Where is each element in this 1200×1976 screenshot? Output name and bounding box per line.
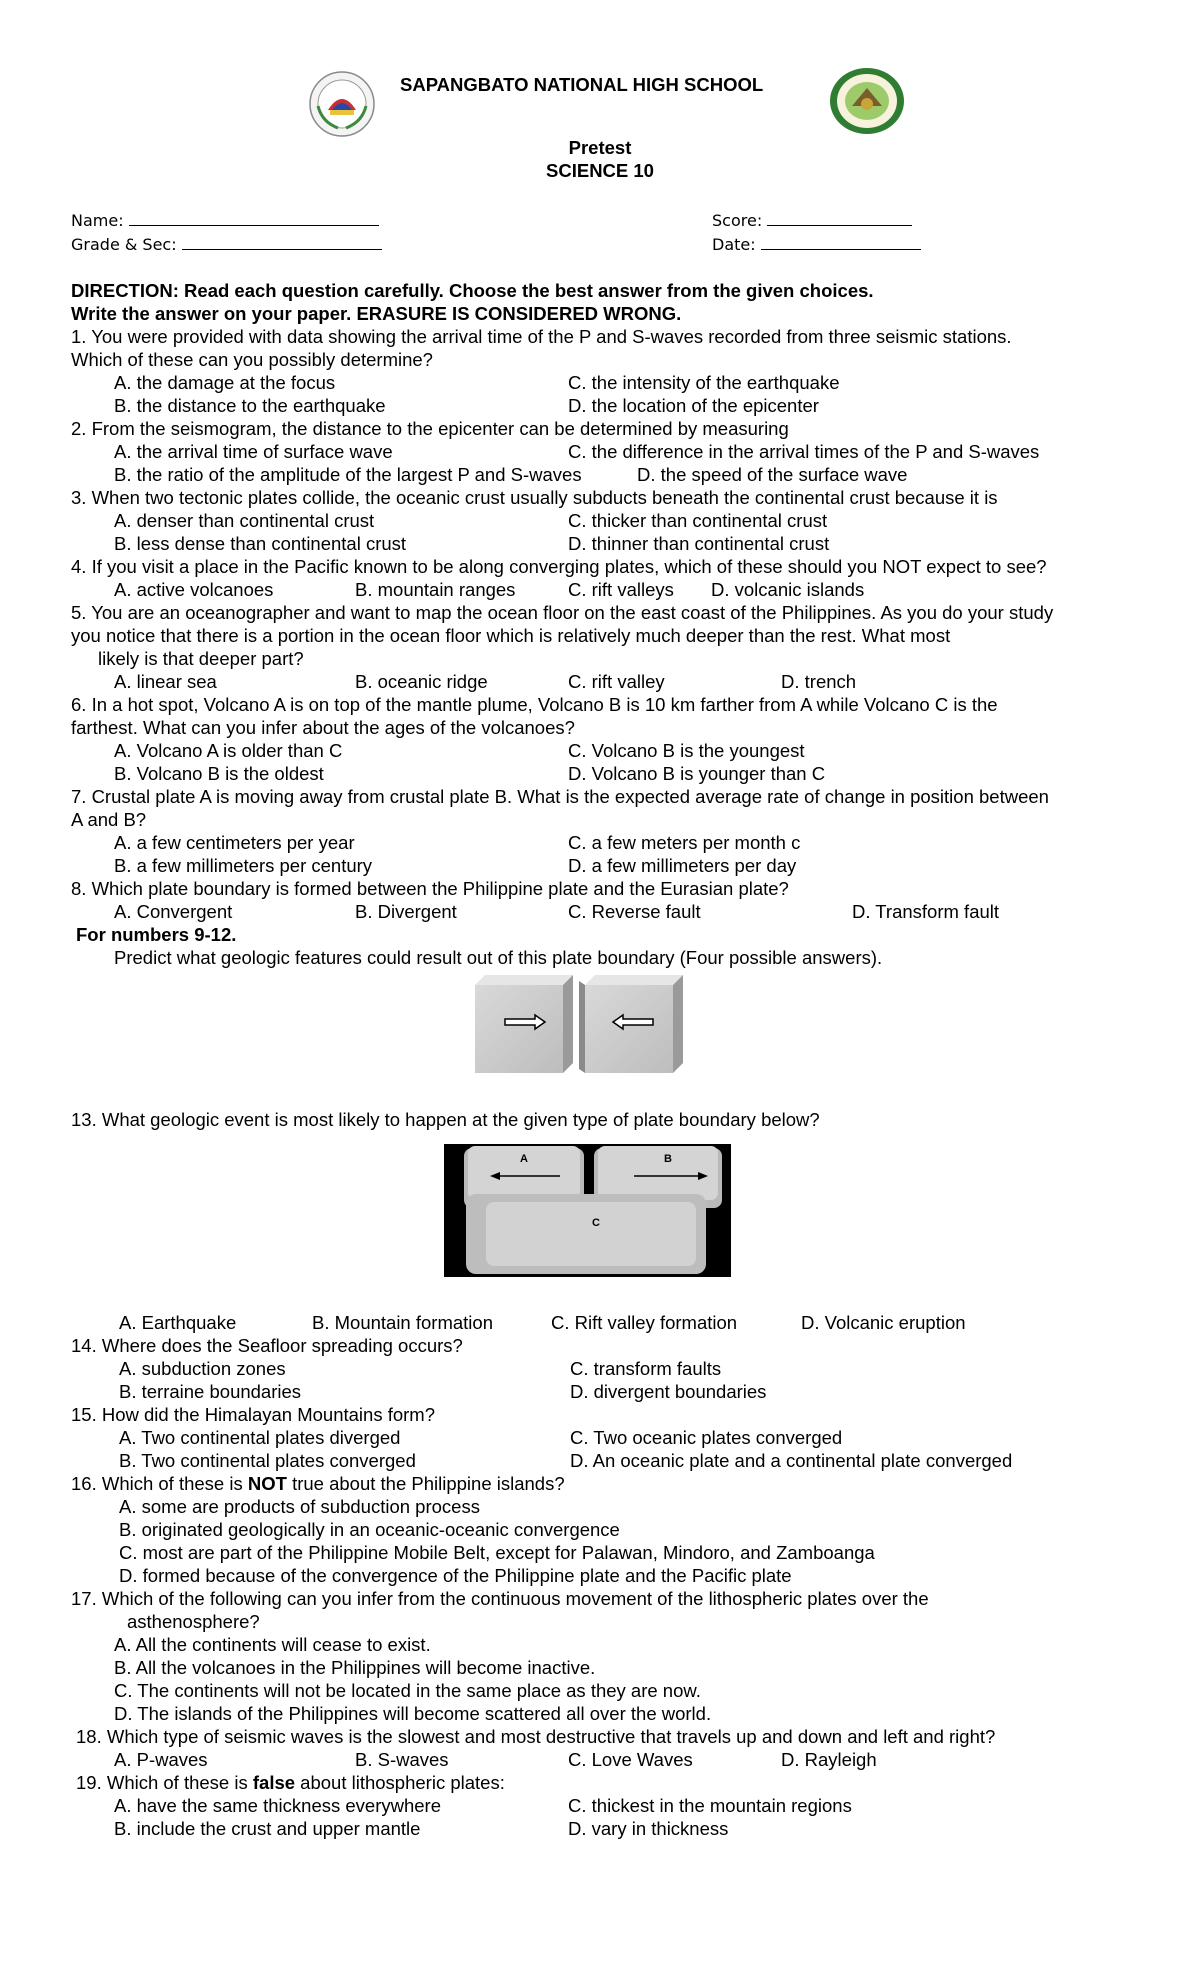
- date-field[interactable]: [712, 233, 921, 254]
- choice-c: C. Two oceanic plates converged: [570, 1427, 843, 1448]
- question-text-post: about lithospheric plates:: [295, 1772, 505, 1793]
- question-text: 3. When two tectonic plates collide, the oceanic crust usually subducts beneath the continental crust because it is: [71, 487, 998, 508]
- question-text-pre: 19. Which of these is: [76, 1772, 253, 1793]
- subject-title: SCIENCE 10: [546, 160, 654, 181]
- school-seal-icon: [828, 66, 906, 136]
- choice-b: B. S-waves: [355, 1749, 449, 1770]
- question-text: likely is that deeper part?: [98, 648, 304, 669]
- choice-d: D. Volcano B is younger than C: [568, 763, 826, 784]
- choice-a: A. the damage at the focus: [114, 372, 336, 393]
- question-text: 8. Which plate boundary is formed between the Philippine plate and the Eurasian plate?: [71, 878, 789, 899]
- score-field[interactable]: [712, 209, 912, 230]
- question-text: 4. If you visit a place in the Pacific known to be along converging plates, which of these should you NOT expect to see?: [71, 556, 1047, 577]
- plate-a-label: A: [520, 1153, 528, 1165]
- question-text: 1. You were provided with data showing the arrival time of the P and S-waves recorded from three seismic stations.: [71, 326, 1012, 347]
- date-blank[interactable]: [761, 233, 921, 250]
- choice-a: A. some are products of subduction process: [119, 1496, 480, 1517]
- choice-b: B. terraine boundaries: [119, 1381, 302, 1402]
- choice-c: C. thickest in the mountain regions: [568, 1795, 852, 1816]
- choice-c: C. Reverse fault: [568, 901, 701, 922]
- transform-plates-diagram: [444, 1144, 731, 1277]
- choice-a: A. Earthquake: [119, 1312, 237, 1333]
- question-text: 15. How did the Himalayan Mountains form?: [71, 1404, 436, 1425]
- choice-d: D. An oceanic plate and a continental plate converged: [570, 1450, 1013, 1471]
- question-text-post: true about the Philippine islands?: [286, 1473, 565, 1494]
- choice-b: B. the distance to the earthquake: [114, 395, 386, 416]
- question-text: 7. Crustal plate A is moving away from crustal plate B. What is the expected average rate of change in position between: [71, 786, 1049, 807]
- choice-c: C. rift valley: [568, 671, 665, 692]
- choice-c: C. Love Waves: [568, 1749, 693, 1770]
- choice-a: A. active volcanoes: [114, 579, 274, 600]
- choice-d: D. a few millimeters per day: [568, 855, 797, 876]
- choice-c: C. rift valleys: [568, 579, 674, 600]
- plate-b-label: B: [664, 1153, 672, 1165]
- question-text: 5. You are an oceanographer and want to map the ocean floor on the east coast of the Philippines. As you do your study: [71, 602, 1054, 623]
- directions-line-2: Write the answer on your paper. ERASURE IS CONSIDERED WRONG.: [71, 303, 682, 324]
- choice-c: C. The continents will not be located in the same place as they are now.: [114, 1680, 701, 1701]
- choice-d: D. Transform fault: [852, 901, 1000, 922]
- choice-d: D. the location of the epicenter: [568, 395, 819, 416]
- choice-a: A. the arrival time of surface wave: [114, 441, 393, 462]
- choice-c: C. thicker than continental crust: [568, 510, 828, 531]
- choice-d: D. vary in thickness: [568, 1818, 729, 1839]
- choice-c: C. transform faults: [570, 1358, 722, 1379]
- deped-seal-icon: [308, 70, 376, 138]
- test-title: Pretest: [568, 137, 632, 158]
- school-name: SAPANGBATO NATIONAL HIGH SCHOOL: [400, 74, 764, 95]
- score-label: Score:: [712, 211, 763, 230]
- choice-a: A. P-waves: [114, 1749, 208, 1770]
- choice-b: B. less dense than continental crust: [114, 533, 407, 554]
- choice-d: D. the speed of the surface wave: [637, 464, 908, 485]
- emphasis: NOT: [247, 1473, 287, 1494]
- question-text-pre: 16. Which of these is: [71, 1473, 248, 1494]
- choice-a: A. Convergent: [114, 901, 233, 922]
- choice-b: B. Volcano B is the oldest: [114, 763, 324, 784]
- question-text: farthest. What can you infer about the ages of the volcanoes?: [71, 717, 575, 738]
- choice-a: A. Two continental plates diverged: [119, 1427, 401, 1448]
- choice-d: D. volcanic islands: [711, 579, 865, 600]
- choice-d: D. divergent boundaries: [570, 1381, 767, 1402]
- name-field[interactable]: [71, 209, 379, 230]
- choice-b: B. the ratio of the amplitude of the largest P and S-waves: [114, 464, 582, 485]
- choice-b: B. Mountain formation: [312, 1312, 493, 1333]
- choice-b: B. Two continental plates converged: [119, 1450, 416, 1471]
- choice-c: C. the intensity of the earthquake: [568, 372, 840, 393]
- question-text: 14. Where does the Seafloor spreading occurs?: [71, 1335, 463, 1356]
- choice-b: B. include the crust and upper mantle: [114, 1818, 421, 1839]
- choice-b: B. oceanic ridge: [355, 671, 488, 692]
- choice-a: A. linear sea: [114, 671, 217, 692]
- choice-d: D. The islands of the Philippines will become scattered all over the world.: [114, 1703, 712, 1724]
- grade-blank[interactable]: [182, 233, 382, 250]
- choice-a: A. Volcano A is older than C: [114, 740, 343, 761]
- convergent-plates-diagram: [475, 975, 683, 1075]
- score-blank[interactable]: [767, 209, 912, 226]
- choice-b: B. mountain ranges: [355, 579, 516, 600]
- section-heading: For numbers 9-12.: [76, 924, 237, 945]
- choice-a: A. a few centimeters per year: [114, 832, 355, 853]
- question-text: 6. In a hot spot, Volcano A is on top of the mantle plume, Volcano B is 10 km farther from A while Volcano C is the: [71, 694, 998, 715]
- question-text: Predict what geologic features could result out of this plate boundary (Four possible answers).: [114, 947, 883, 968]
- emphasis: false: [252, 1772, 296, 1793]
- question-text: 13. What geologic event is most likely to happen at the given type of plate boundary below?: [71, 1109, 820, 1130]
- question-text: [76, 1771, 505, 1794]
- question-text: 2. From the seismogram, the distance to the epicenter can be determined by measuring: [71, 418, 789, 439]
- question-text: Which of these can you possibly determine?: [71, 349, 433, 370]
- choice-c: C. most are part of the Philippine Mobile Belt, except for Palawan, Mindoro, and Zamboanga: [119, 1542, 875, 1563]
- question-text: [71, 1472, 565, 1495]
- choice-b: B. Divergent: [355, 901, 457, 922]
- choice-c: C. the difference in the arrival times of the P and S-waves: [568, 441, 1040, 462]
- choice-b: B. a few millimeters per century: [114, 855, 373, 876]
- choice-d: D. Rayleigh: [781, 1749, 877, 1770]
- plate-c-label: C: [592, 1217, 600, 1229]
- date-label: Date:: [712, 235, 756, 254]
- question-text: you notice that there is a portion in the ocean floor which is relatively much deeper than the rest. What most: [71, 625, 951, 646]
- choice-b: B. originated geologically in an oceanic-oceanic convergence: [119, 1519, 620, 1540]
- question-text: asthenosphere?: [127, 1611, 260, 1632]
- choice-c: C. a few meters per month c: [568, 832, 801, 853]
- choice-d: D. formed because of the convergence of the Philippine plate and the Pacific plate: [119, 1565, 792, 1586]
- grade-label: Grade & Sec:: [71, 235, 177, 254]
- name-label: Name:: [71, 211, 124, 230]
- choice-a: A. have the same thickness everywhere: [114, 1795, 441, 1816]
- question-text: A and B?: [71, 809, 147, 830]
- question-text: 17. Which of the following can you infer from the continuous movement of the lithospheric plates over the: [71, 1588, 929, 1609]
- choice-a: A. denser than continental crust: [114, 510, 375, 531]
- name-blank[interactable]: [129, 209, 379, 226]
- choice-b: B. All the volcanoes in the Philippines will become inactive.: [114, 1657, 596, 1678]
- directions-line-1: DIRECTION: Read each question carefully. Choose the best answer from the given choices.: [71, 280, 874, 301]
- choice-d: D. trench: [781, 671, 857, 692]
- choice-c: C. Volcano B is the youngest: [568, 740, 805, 761]
- question-text: 18. Which type of seismic waves is the slowest and most destructive that travels up and down and left and right?: [76, 1726, 996, 1747]
- choice-a: A. All the continents will cease to exist.: [114, 1634, 431, 1655]
- choice-a: A. subduction zones: [119, 1358, 286, 1379]
- grade-field[interactable]: [71, 233, 382, 254]
- choice-c: C. Rift valley formation: [551, 1312, 738, 1333]
- choice-d: D. Volcanic eruption: [801, 1312, 966, 1333]
- choice-d: D. thinner than continental crust: [568, 533, 830, 554]
